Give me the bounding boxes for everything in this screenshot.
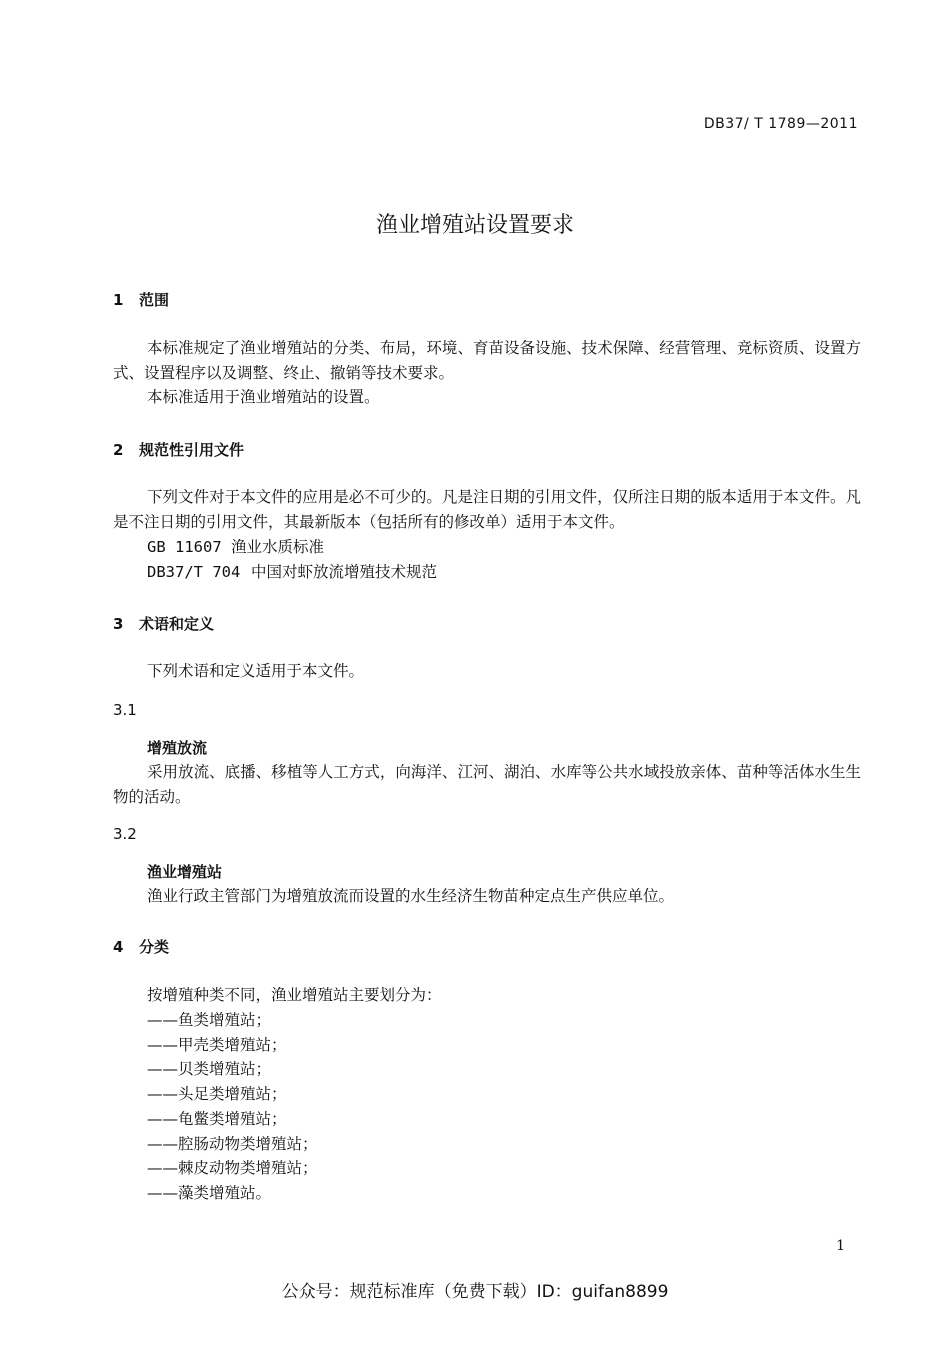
list-item: ——腔肠动物类增殖站；	[147, 1135, 318, 1153]
list-item: ——甲壳类增殖站；	[147, 1036, 287, 1054]
term-title: 增殖放流	[147, 739, 208, 757]
section-number: 4	[113, 938, 124, 956]
section-title: 分类	[139, 938, 170, 956]
section-heading-3	[113, 613, 214, 634]
reference-code: DB37/T 704	[147, 563, 241, 581]
list-item: ——棘皮动物类增殖站；	[147, 1159, 318, 1177]
normative-reference	[147, 535, 324, 560]
section-heading-4	[113, 936, 169, 957]
term-definition: 渔业行政主管部门为增殖放流而设置的水生经济生物苗种定点生产供应单位。	[147, 887, 675, 905]
section-number: 3	[113, 615, 124, 633]
section-heading-1	[113, 289, 169, 310]
term-definition: 采用放流、底播、移植等人工方式，向海洋、江河、湖泊、水库等公共水域投放亲体、苗种等活体水生生物的活动。	[113, 763, 861, 806]
list-item: ——贝类增殖站；	[147, 1060, 272, 1078]
list-item: ——鱼类增殖站；	[147, 1011, 272, 1029]
section-1-paragraph-2: 本标准适用于渔业增殖站的设置。	[147, 388, 380, 406]
term-title: 渔业增殖站	[147, 863, 223, 881]
document-code: DB37/ T 1789—2011	[703, 116, 858, 132]
section-title: 范围	[139, 291, 170, 309]
section-number: 2	[113, 441, 124, 459]
section-1-paragraph-1: 本标准规定了渔业增殖站的分类、布局，环境、育苗设备设施、技术保障、经营管理、竞标资质、设置方式、设置程序以及调整、终止、撤销等技术要求。	[113, 339, 861, 382]
section-2-paragraph-1: 下列文件对于本文件的应用是必不可少的。凡是注日期的引用文件，仅所注日期的版本适用于本文件。凡是不注日期的引用文件，其最新版本（包括所有的修改单）适用于本文件。	[113, 488, 861, 531]
list-item: ——龟鳖类增殖站；	[147, 1110, 287, 1128]
normative-reference	[147, 560, 437, 585]
subsection-number-3-1: 3.1	[113, 701, 137, 719]
section-number: 1	[113, 291, 124, 309]
section-heading-2	[113, 439, 244, 460]
list-item: ——头足类增殖站；	[147, 1085, 287, 1103]
subsection-number-3-2: 3.2	[113, 825, 137, 843]
reference-name: 渔业水质标准	[231, 538, 325, 556]
page-number: 1	[836, 1238, 845, 1254]
section-title: 规范性引用文件	[139, 441, 245, 459]
section-3-paragraph-1: 下列术语和定义适用于本文件。	[147, 662, 365, 680]
reference-code: GB 11607	[147, 538, 222, 556]
reference-name: 中国对虾放流增殖技术规范	[251, 563, 438, 581]
list-item: ——藻类增殖站。	[147, 1184, 272, 1202]
page-title: 渔业增殖站设置要求	[375, 213, 574, 238]
section-title: 术语和定义	[139, 615, 215, 633]
footer-notice: 公众号：规范标准库（免费下载）ID：guifan8899	[281, 1282, 669, 1302]
classification-intro: 按增殖种类不同，渔业增殖站主要划分为：	[147, 986, 442, 1004]
